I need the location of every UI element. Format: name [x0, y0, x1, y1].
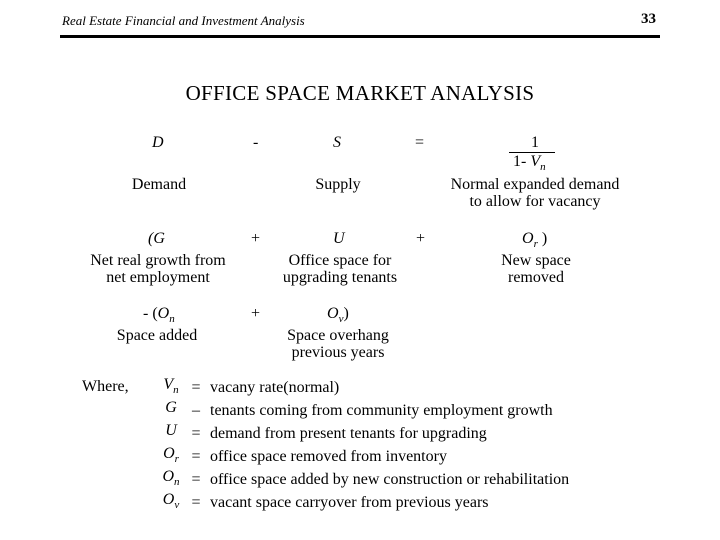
- definition-row: [160, 422, 569, 445]
- denominator-sub: n: [540, 161, 546, 173]
- definition-symbol: [160, 445, 182, 468]
- added-var: O: [157, 305, 170, 322]
- label-upgrading-line2: upgrading tenants: [282, 269, 398, 286]
- definition-row: [160, 491, 569, 514]
- added-sub: n: [169, 313, 175, 325]
- label-space-added: Space added: [116, 327, 198, 344]
- removed-symbol: [522, 230, 547, 253]
- label-supply: Supply: [315, 176, 361, 193]
- definition-equals: –: [192, 402, 200, 419]
- page-number: 33: [641, 11, 656, 27]
- header-rule: [60, 35, 660, 38]
- label-normal-line2: to allow for vacancy: [469, 193, 601, 210]
- definition-symbol-var: O: [162, 491, 175, 508]
- definition-symbol-var: V: [163, 376, 174, 393]
- label-overhang: [287, 327, 389, 361]
- definition-symbol: [160, 422, 182, 445]
- definition-symbol-sub: v: [174, 499, 180, 511]
- overhang-close: ): [343, 305, 349, 322]
- label-normal-demand: [451, 176, 620, 210]
- equals-operator: =: [415, 134, 425, 151]
- fraction-denominator: [513, 153, 546, 176]
- denominator-var: V: [530, 153, 541, 170]
- label-removed: [501, 252, 571, 286]
- definition-row: [160, 468, 569, 491]
- definition-symbol: [160, 376, 182, 399]
- definition-symbol: [160, 399, 182, 422]
- where-label: Where,: [82, 378, 129, 395]
- demand-symbol: D: [152, 134, 164, 151]
- label-normal-line1: Normal expanded demand: [450, 176, 620, 193]
- label-net-growth-line2: net employment: [106, 269, 210, 286]
- label-net-growth-line1: Net real growth from: [90, 252, 226, 269]
- growth-symbol: (G: [148, 230, 165, 247]
- page-title: OFFICE SPACE MARKET ANALYSIS: [185, 81, 535, 105]
- label-demand: Demand: [131, 176, 187, 193]
- definition-row: [160, 376, 569, 399]
- definition-symbol-var: O: [162, 468, 175, 485]
- plus-operator-3: +: [251, 305, 261, 322]
- removed-var: O: [522, 230, 534, 247]
- removed-close: ): [537, 230, 548, 247]
- label-removed-line1: New space: [501, 252, 571, 269]
- denominator-prefix: 1-: [513, 153, 531, 170]
- added-prefix: - (: [143, 305, 158, 322]
- definition-symbol-var: U: [165, 422, 177, 439]
- definition-equals: =: [191, 425, 201, 442]
- definition-text: vacant space carryover from previous years: [210, 494, 489, 511]
- upgrade-symbol: U: [333, 230, 345, 247]
- definition-symbol-var: G: [165, 399, 177, 416]
- overhang-symbol: [327, 305, 349, 328]
- added-symbol: [143, 305, 175, 328]
- label-upgrading-line1: Office space for: [288, 252, 392, 269]
- label-overhang-line1: Space overhang: [287, 327, 389, 344]
- definition-symbol-sub: n: [173, 384, 179, 396]
- minus-operator: -: [253, 134, 259, 151]
- plus-operator-2: +: [416, 230, 426, 247]
- definition-symbol-var: O: [163, 445, 175, 462]
- definition-equals: =: [191, 471, 201, 488]
- supply-symbol: S: [333, 134, 341, 151]
- definition-text: vacany rate(normal): [210, 379, 340, 396]
- label-removed-line2: removed: [508, 269, 564, 286]
- definition-text: demand from present tenants for upgrading: [210, 425, 487, 442]
- definition-text: office space added by new construction or rehabilitation: [210, 471, 570, 488]
- label-net-growth: [90, 252, 226, 286]
- definition-text: tenants coming from community employment growth: [210, 402, 553, 419]
- fraction-numerator: 1: [531, 134, 539, 151]
- definition-row: [160, 399, 569, 422]
- label-overhang-line2: previous years: [291, 344, 385, 361]
- definition-equals: =: [191, 448, 201, 465]
- definitions-list: [160, 376, 569, 514]
- overhang-sub: v: [338, 313, 344, 325]
- definition-symbol: [160, 491, 182, 514]
- definition-text: office space removed from inventory: [210, 448, 447, 465]
- overhang-var: O: [327, 305, 339, 322]
- definition-equals: =: [191, 494, 201, 511]
- header-title: Real Estate Financial and Investment Analysis: [62, 13, 305, 28]
- definition-symbol: [160, 468, 182, 491]
- definition-symbol-sub: n: [174, 476, 180, 488]
- definition-equals: =: [191, 379, 201, 396]
- definition-row: [160, 445, 569, 468]
- label-upgrading: [283, 252, 397, 286]
- definition-symbol-sub: r: [174, 453, 179, 465]
- plus-operator-1: +: [251, 230, 261, 247]
- removed-sub: r: [533, 238, 538, 250]
